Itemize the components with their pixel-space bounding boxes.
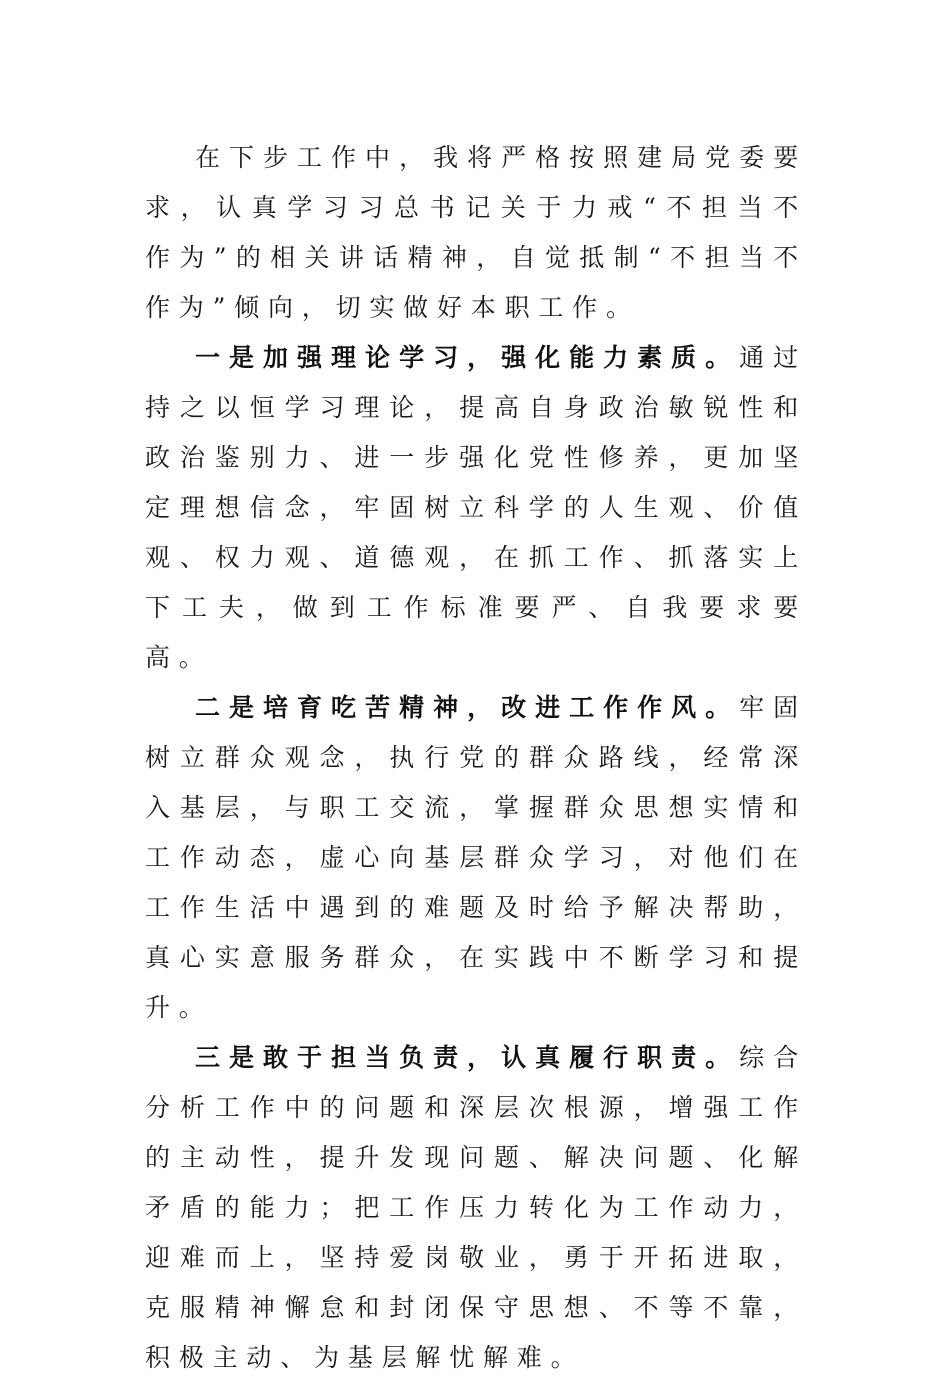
- paragraph-point-1-text: 通过持之以恒学习理论，提高自身政治敏锐性和政治鉴别力、进一步强化党性修养，更加坚定理想信念，牢固树立科学的人生观、价值观、权力观、道德观，在抓工作、抓落实上下工夫，做到工作标准要严、自我要求要高。: [145, 343, 807, 672]
- paragraph-intro: [145, 133, 807, 333]
- paragraph-point-2: [145, 683, 807, 1033]
- paragraph-point-3-text: 综合分析工作中的问题和深层次根源，增强工作的主动性，提升发现问题、解决问题、化解矛盾的能力；把工作压力转化为工作动力，迎难而上，坚持爱岗敬业，勇于开拓进取，克服精神懈怠和封闭保守思想、不等不靠，积极主动、为基层解忧解难。: [145, 1043, 807, 1372]
- paragraph-point-1-heading: 一是加强理论学习，强化能力素质。: [195, 343, 740, 372]
- paragraph-intro-text: 在下步工作中，我将严格按照建局党委要求，认真学习习总书记关于力戒“不担当不作为”的相关讲话精神，自觉抵制“不担当不作为”倾向，切实做好本职工作。: [145, 143, 807, 322]
- paragraph-point-3: [145, 1033, 807, 1383]
- document-body: [145, 133, 807, 1383]
- paragraph-point-1: [145, 333, 807, 683]
- paragraph-point-3-heading: 三是敢于担当负责，认真履行职责。: [195, 1043, 740, 1072]
- paragraph-point-2-heading: 二是培育吃苦精神，改进工作作风。: [195, 693, 740, 722]
- paragraph-point-2-text: 牢固树立群众观念，执行党的群众路线，经常深入基层，与职工交流，掌握群众思想实情和工作动态，虚心向基层群众学习，对他们在工作生活中遇到的难题及时给予解决帮助，真心实意服务群众，在实践中不断学习和提升。: [145, 693, 807, 1022]
